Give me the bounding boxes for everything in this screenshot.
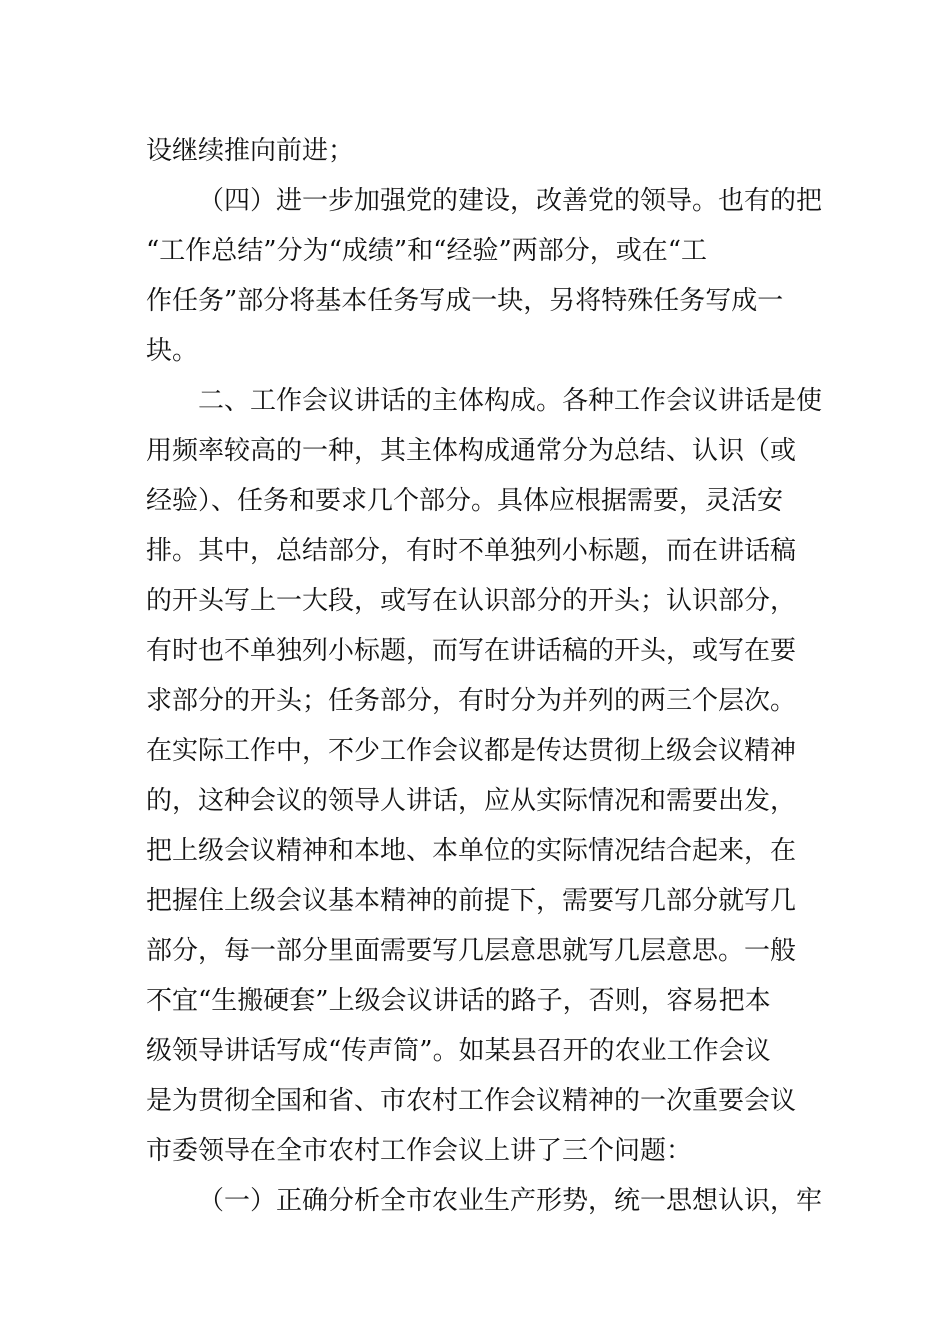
text-line-21: 市委领导在全市农村工作会议上讲了三个问题： [146, 1136, 693, 1166]
text-line-10: 的开头写上一大段，或写在认识部分的开头；认识部分， [146, 586, 797, 616]
text-line-15: 把上级会议精神和本地、本单位的实际情况结合起来，在 [146, 836, 797, 866]
text-line-18: 不宜“生搬硬套”上级会议讲话的路子，否则，容易把本 [146, 986, 771, 1016]
text-line-16: 把握住上级会议基本精神的前提下，需要写几部分就写几 [146, 886, 797, 916]
text-line-17: 部分，每一部分里面需要写几层意思就写几层意思。一般 [146, 936, 797, 966]
text-line-13: 在实际工作中，不少工作会议都是传达贯彻上级会议精神 [146, 736, 797, 766]
text-line-22: （一）正确分析全市农业生产形势，统一思想认识，牢 [198, 1186, 823, 1216]
text-line-6: 二、工作会议讲话的主体构成。各种工作会议讲话是使 [198, 386, 823, 416]
text-line-20: 是为贯彻全国和省、市农村工作会议精神的一次重要会议 [146, 1086, 797, 1116]
text-line-12: 求部分的开头；任务部分，有时分为并列的两三个层次。 [146, 686, 797, 716]
text-line-3: “工作总结”分为“成绩”和“经验”两部分，或在“工 [146, 236, 708, 266]
text-line-14: 的，这种会议的领导人讲话，应从实际情况和需要出发， [146, 786, 797, 816]
text-line-4: 作任务”部分将基本任务写成一块，另将特殊任务写成一 [146, 286, 784, 316]
text-line-11: 有时也不单独列小标题，而写在讲话稿的开头，或写在要 [146, 636, 797, 666]
text-line-7: 用频率较高的一种，其主体构成通常分为总结、认识（或 [146, 436, 797, 466]
text-line-9: 排。其中，总结部分，有时不单独列小标题，而在讲话稿 [146, 536, 797, 566]
text-line-8: 经验）、任务和要求几个部分。具体应根据需要，灵活安 [146, 486, 784, 516]
text-line-19: 级领导讲话写成“传声筒”。如某县召开的农业工作会议 [146, 1036, 771, 1066]
text-line-2: （四）进一步加强党的建设，改善党的领导。也有的把 [198, 186, 823, 216]
text-line-5: 块。 [146, 336, 199, 366]
text-line-1: 设继续推向前进； [146, 136, 355, 166]
